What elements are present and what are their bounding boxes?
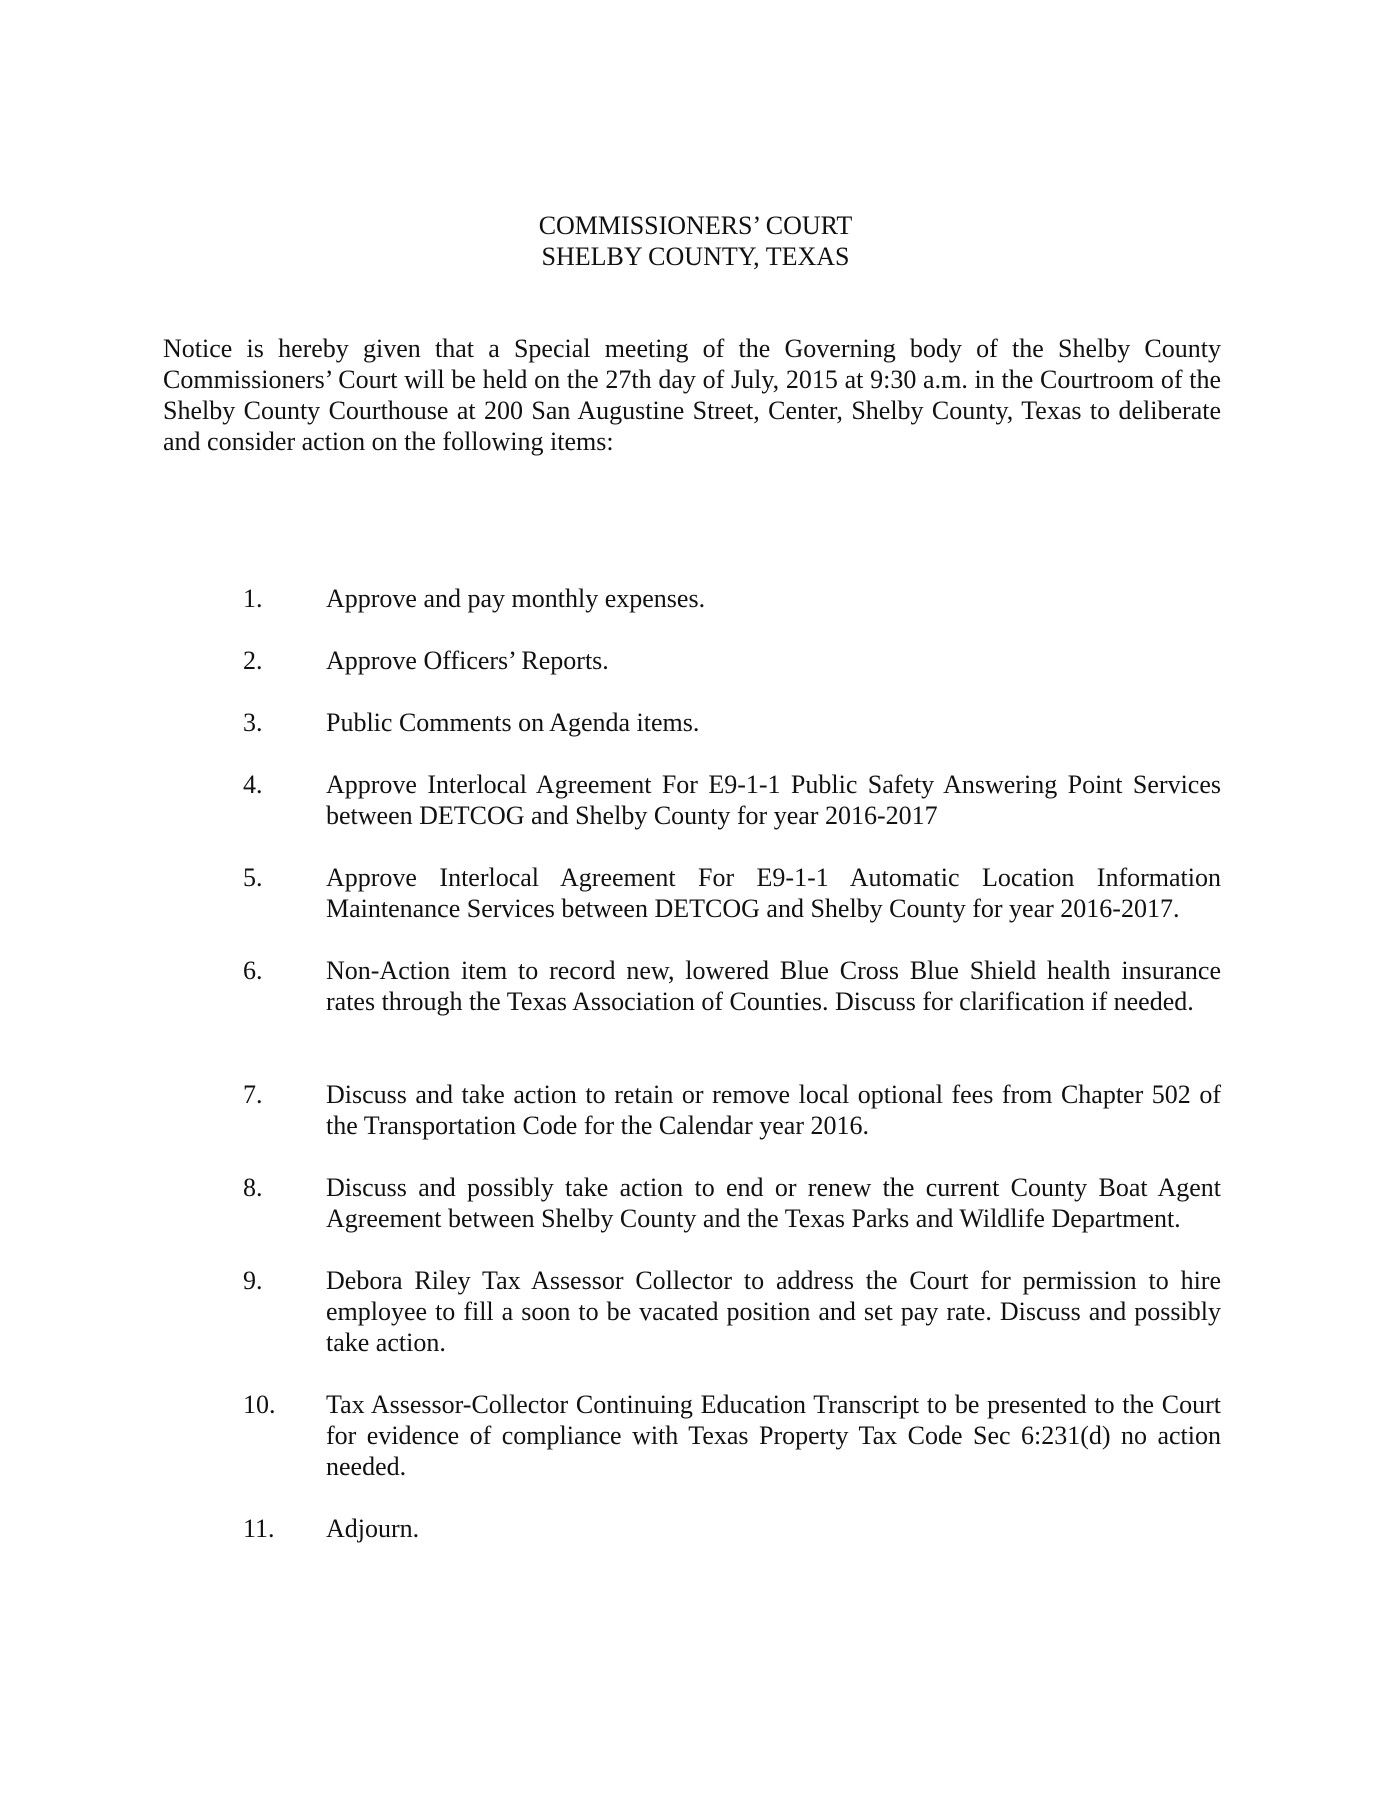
agenda-item-text: Approve Interlocal Agreement For E9-1-1 Public Safety Answering Point Services between DETCOG and Shelby County for year 2016-2017 xyxy=(326,770,1221,830)
agenda-item-text: Discuss and possibly take action to end or renew the current County Boat Agent Agreement between Shelby County and the Texas Parks and Wildlife Department. xyxy=(326,1173,1221,1233)
agenda-item-text: Debora Riley Tax Assessor Collector to address the Court for permission to hire employee to fill a soon to be vacated position and set pay rate. Discuss and possibly take action. xyxy=(326,1266,1221,1357)
agenda-item-number: 4. xyxy=(243,770,263,799)
agenda-item-number: 8. xyxy=(243,1173,263,1202)
agenda-item-number: 3. xyxy=(243,708,263,737)
agenda-item-text: Discuss and take action to retain or remove local optional fees from Chapter 502 of the Transportation Code for the Calendar year 2016. xyxy=(326,1080,1221,1140)
agenda-item-number: 6. xyxy=(243,956,263,985)
agenda-item-text: Adjourn. xyxy=(326,1514,420,1543)
agenda-item-number: 1. xyxy=(243,584,263,613)
agenda-item-number: 11. xyxy=(243,1514,275,1543)
agenda-item-number: 5. xyxy=(243,863,263,892)
heading-line-2: SHELBY COUNTY, TEXAS xyxy=(541,242,850,271)
agenda-item-text: Tax Assessor-Collector Continuing Education Transcript to be presented to the Court for evidence of compliance with Texas Property Tax Code Sec 6:231(d) no action needed. xyxy=(326,1390,1221,1481)
agenda-item-number: 2. xyxy=(243,646,263,675)
agenda-item-text: Public Comments on Agenda items. xyxy=(326,708,700,737)
agenda-item-text: Approve Officers’ Reports. xyxy=(326,646,609,675)
agenda-item-text: Approve Interlocal Agreement For E9-1-1 Automatic Location Information Maintenance Services between DETCOG and Shelby County for year 2016-2017. xyxy=(326,863,1221,923)
notice-paragraph: Notice is hereby given that a Special meeting of the Governing body of the Shelby County Commissioners’ Court will be held on the 27th day of July, 2015 at 9:30 a.m. in the Courtroom of the Shelby County Courthouse at 200 San Augustine Street, Center, Shelby County, Texas to deliberate and consider action on the following items: xyxy=(163,334,1221,456)
heading-line-1: COMMISSIONERS’ COURT xyxy=(538,211,853,240)
agenda-item-number: 9. xyxy=(243,1266,263,1295)
agenda-item-number: 7. xyxy=(243,1080,263,1109)
agenda-item-text: Approve and pay monthly expenses. xyxy=(326,584,706,613)
agenda-item-text: Non-Action item to record new, lowered Blue Cross Blue Shield health insurance rates through the Texas Association of Counties. Discuss for clarification if needed. xyxy=(326,956,1221,1016)
agenda-item-number: 10. xyxy=(243,1390,276,1419)
